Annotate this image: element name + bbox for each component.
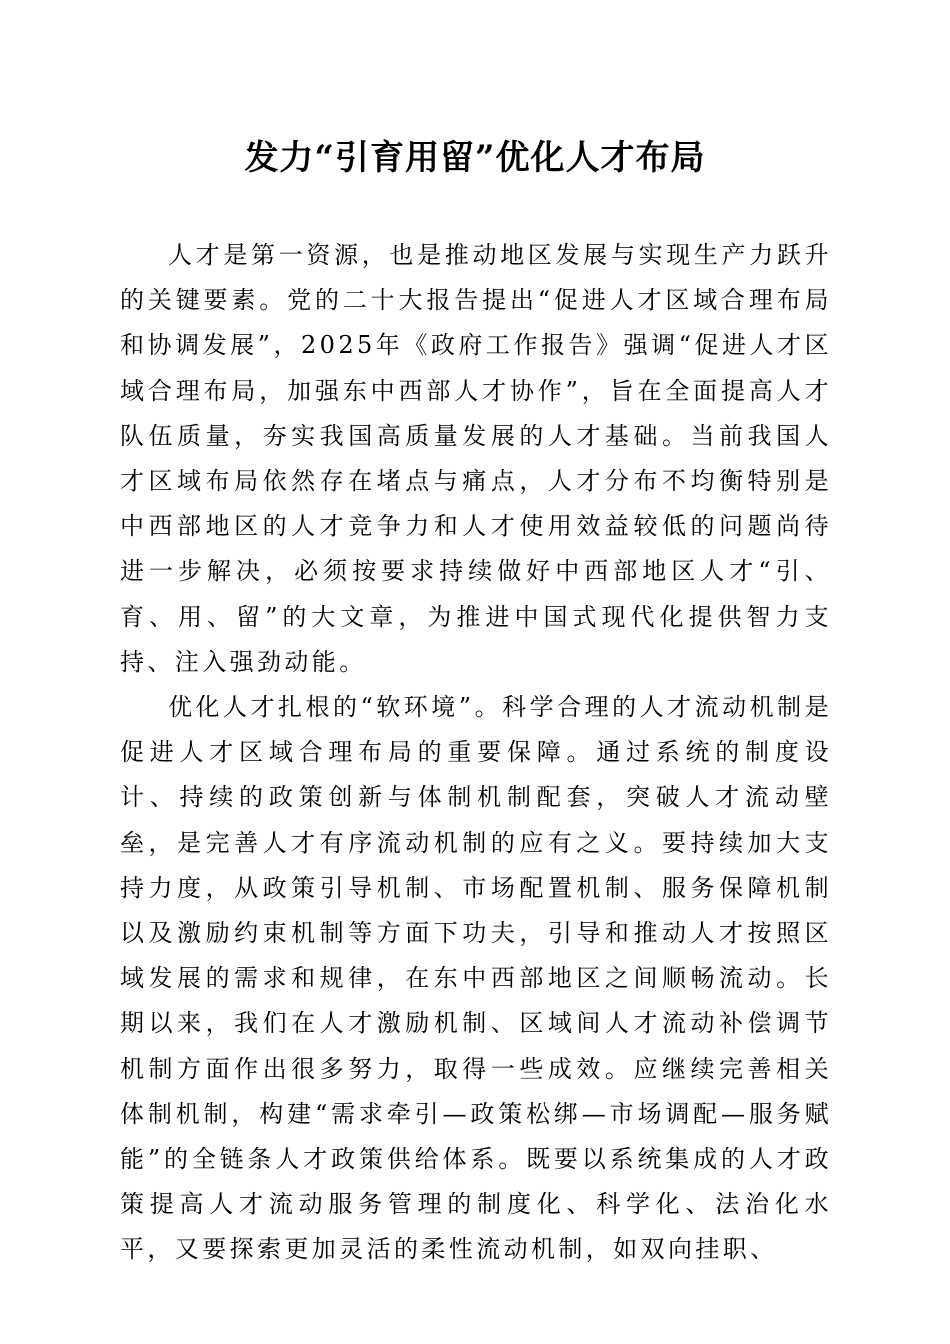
document-title: 发力“引育用留”优化人才布局 bbox=[244, 138, 706, 178]
paragraph-soft-environment: 优化人才扎根的“软环境”。科学合理的人才流动机制是促进人才区域合理布局的重要保障。通过系统的制度设计、持续的政策创新与体制机制配套，突破人才流动壁垒，是完善人才有序流动机制的应有之义。要持续加大支持力度，从政策引导机制、市场配置机制、服务保障机制以及激励约束机制等方面下功夫，引导和推动人才按照区域发展的需求和规律，在东中西部地区之间顺畅流动。长期以来，我们在人才激励机制、区域间人才流动补偿调节机制方面作出很多努力，取得一些成效。应继续完善相关体制机制，构建“需求牵引—政策松绑—市场调配—服务赋能”的全链条人才政策供给体系。既要以系统集成的人才政策提高人才流动服务管理的制度化、科学化、法治化水平，又要探索更加灵活的柔性流动机制，如双向挂职、 bbox=[120, 693, 832, 1264]
paragraph-intro: 人才是第一资源，也是推动地区发展与实现生产力跃升的关键要素。党的二十大报告提出“促进人才区域合理布局和协调发展”，2025年《政府工作报告》强调“促进人才区域合理布局，加强东中西部人才协作”，旨在全面提高人才队伍质量，夯实我国高质量发展的人才基础。当前我国人才区域布局依然存在堵点与痛点，人才分布不均衡特别是中西部地区的人才竞争力和人才使用效益较低的问题尚待进一步解决，必须按要求持续做好中西部地区人才“引、育、用、留”的大文章，为推进中国式现代化提供智力支持、注入强劲动能。 bbox=[120, 241, 832, 676]
document-body bbox=[120, 233, 832, 1273]
